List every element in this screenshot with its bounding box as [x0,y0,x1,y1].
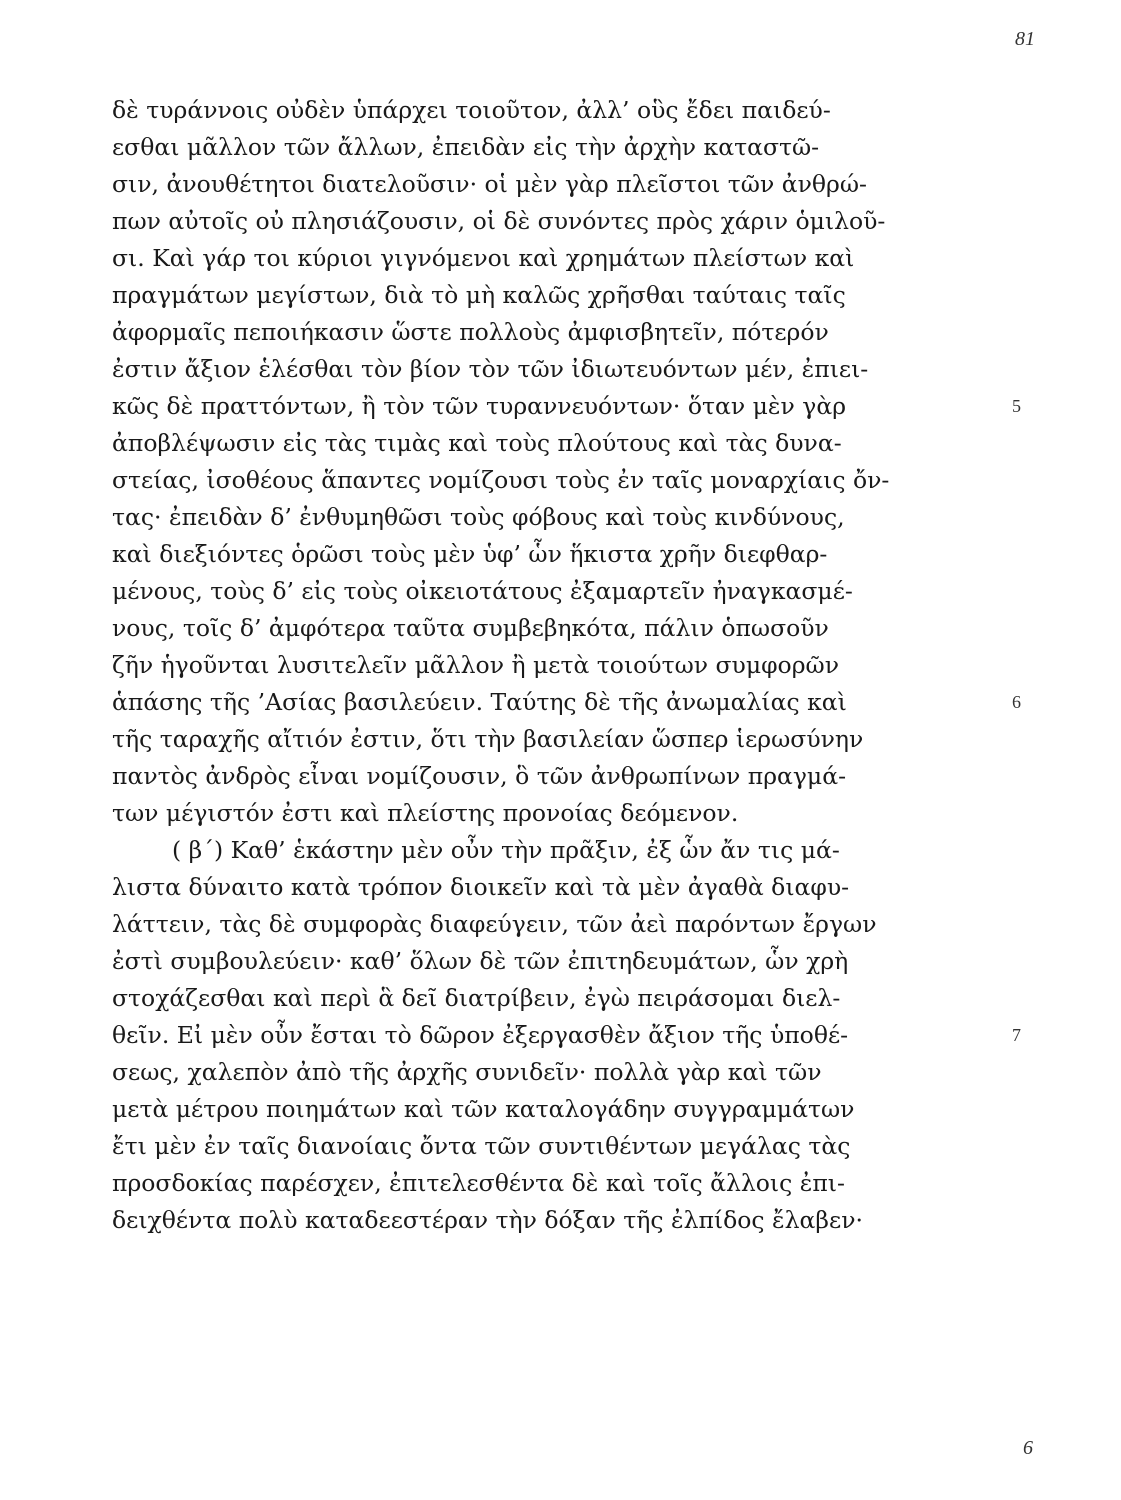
text-line-content: εσθαι μᾶλλον τῶν ἄλλων, ἐπειδὰν εἰς τὴν ἀρχὴν καταστῶ- [112,133,820,161]
text-line [0,1128,1121,1165]
text-line-content: λάττειν, τὰς δὲ συμφορὰς διαφεύγειν, τῶν ἀεὶ παρόντων ἔργων [112,910,877,938]
text-line-content: νους, τοῖς δ’ ἀμφότερα ταῦτα συμβεβηκότα, πάλιν ὁπωσοῦν [112,614,829,642]
text-line [0,758,1121,795]
text-line [0,240,1121,277]
margin-section-number: 6 [1012,692,1021,712]
text-line-content: σιν, ἀνουθέτητοι διατελοῦσιν· οἱ μὲν γὰρ πλεῖστοι τῶν ἀνθρώ- [112,170,867,198]
text-line-content: προσδοκίας παρέσχεν, ἐπιτελεσθέντα δὲ καὶ τοῖς ἄλλοις ἐπι- [112,1169,845,1197]
footer-signature: 6 [1023,1437,1033,1459]
text-line-content: των μέγιστόν ἐστι καὶ πλείστης προνοίας δεόμενον. [112,799,739,827]
text-line [0,1091,1121,1128]
text-line [0,647,1121,684]
text-line-content: ἀποβλέψωσιν εἰς τὰς τιμὰς καὶ τοὺς πλούτους καὶ τὰς δυνα- [112,429,842,457]
text-line-content: δὲ τυράννοις οὐδὲν ὑπάρχει τοιοῦτον, ἀλλ’ οὓς ἔδει παιδεύ- [112,96,831,124]
text-line-content: τας· ἐπειδὰν δ’ ἐνθυμηθῶσι τοὺς φόβους καὶ τοὺς κινδύνους, [112,503,845,531]
text-line [0,536,1121,573]
text-line-content: ἔτι μὲν ἐν ταῖς διανοίαις ὄντα τῶν συντιθέντων μεγάλας τὰς [112,1132,851,1160]
text-line [0,314,1121,351]
text-body [0,92,1121,1239]
text-line [0,610,1121,647]
margin-section-number: 7 [1012,1025,1021,1045]
text-line-content: ἀφορμαῖς πεποιήκασιν ὥστε πολλοὺς ἀμφισβητεῖν, πότερόν [112,318,829,346]
margin-section-number: 5 [1012,396,1021,416]
text-line [0,721,1121,758]
text-line-content: ἐστιν ἄξιον ἑλέσθαι τὸν βίον τὸν τῶν ἰδιωτευόντων μέν, ἐπιει- [112,355,869,383]
text-line [0,166,1121,203]
text-line-content: κῶς δὲ πραττόντων, ἢ τὸν τῶν τυραννευόντων· ὅταν μὲν γὰρ [112,392,847,420]
text-line-content: μένους, τοὺς δ’ εἰς τοὺς οἰκειοτάτους ἐξαμαρτεῖν ἠναγκασμέ- [112,577,853,605]
text-line [0,388,1121,425]
text-line [0,1054,1121,1091]
text-line-content: σεως, χαλεπὸν ἀπὸ τῆς ἀρχῆς συνιδεῖν· πολλὰ γὰρ καὶ τῶν [112,1058,822,1086]
text-line-content: θεῖν. Εἰ μὲν οὖν ἔσται τὸ δῶρον ἐξεργασθὲν ἄξιον τῆς ὑποθέ- [112,1021,849,1049]
page-number: 81 [1015,28,1035,50]
text-line-content: σι. Καὶ γάρ τοι κύριοι γιγνόμενοι καὶ χρημάτων πλείστων καὶ [112,244,855,272]
text-line-content: ζῆν ἡγοῦνται λυσιτελεῖν μᾶλλον ἢ μετὰ τοιούτων συμφορῶν [112,651,839,679]
text-line [0,684,1121,721]
text-line [0,1165,1121,1202]
text-line [0,832,1121,869]
text-line-content: δειχθέντα πολὺ καταδεεστέραν τὴν δόξαν τῆς ἐλπίδος ἔλαβεν· [112,1206,863,1234]
text-line [0,906,1121,943]
text-line [0,795,1121,832]
text-line [0,277,1121,314]
text-line [0,1202,1121,1239]
text-line [0,1017,1121,1054]
text-line [0,499,1121,536]
text-line-content: μετὰ μέτρου ποιημάτων καὶ τῶν καταλογάδην συγγραμμάτων [112,1095,855,1123]
text-line-content: ἐστὶ συμβουλεύειν· καθ’ ὅλων δὲ τῶν ἐπιτηδευμάτων, ὧν χρὴ [112,947,849,975]
text-line-content: πραγμάτων μεγίστων, διὰ τὸ μὴ καλῶς χρῆσθαι ταύταις ταῖς [112,281,846,309]
text-line [0,869,1121,906]
text-line-content: στείας, ἰσοθέους ἅπαντες νομίζουσι τοὺς ἐν ταῖς μοναρχίαις ὄν- [112,466,890,494]
text-line-content: ἁπάσης τῆς ’Ασίας βασιλεύειν. Ταύτης δὲ τῆς ἀνωμαλίας καὶ [112,688,847,716]
text-line [0,92,1121,129]
text-line-content: στοχάζεσθαι καὶ περὶ ἃ δεῖ διατρίβειν, ἐγὼ πειράσομαι διελ- [112,984,841,1012]
text-line [0,943,1121,980]
text-line [0,129,1121,166]
text-line-content: πων αὐτοῖς οὐ πλησιάζουσιν, οἱ δὲ συνόντες πρὸς χάριν ὁμιλοῦ- [112,207,886,235]
text-line-content: παντὸς ἀνδρὸς εἶναι νομίζουσιν, ὃ τῶν ἀνθρωπίνων πραγμά- [112,762,847,790]
text-line-content: τῆς ταραχῆς αἴτιόν ἐστιν, ὅτι τὴν βασιλείαν ὥσπερ ἱερωσύνην [112,725,864,753]
text-line-content: καὶ διεξιόντες ὁρῶσι τοὺς μὲν ὑφ’ ὧν ἥκιστα χρῆν διεφθαρ- [112,540,828,568]
text-line-content: ( β΄) Καθ’ ἑκάστην μὲν οὖν τὴν πρᾶξιν, ἐξ ὧν ἄν τις μά- [172,836,840,864]
text-line [0,573,1121,610]
text-line [0,980,1121,1017]
text-line-content: λιστα δύναιτο κατὰ τρόπον διοικεῖν καὶ τὰ μὲν ἀγαθὰ διαφυ- [112,873,850,901]
text-line [0,425,1121,462]
text-line [0,203,1121,240]
text-line [0,351,1121,388]
text-line [0,462,1121,499]
